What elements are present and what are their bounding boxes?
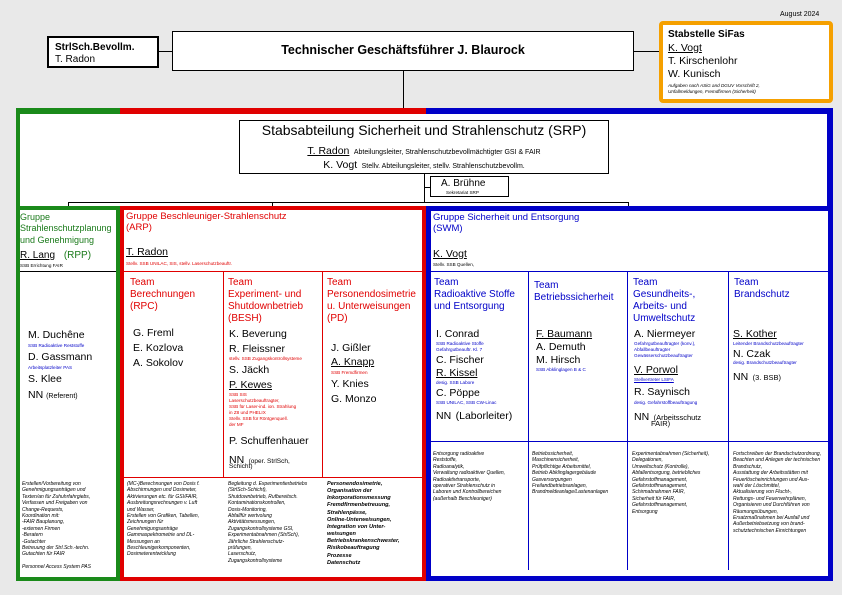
rpp-staff-4-name: NN xyxy=(28,389,44,401)
besh-sub2: Shutdownbetrieb xyxy=(228,301,304,312)
frame-green-top xyxy=(16,108,120,114)
rpp-staff-2: D. Gassmann xyxy=(28,351,93,363)
sifas-name-3: W. Kunisch xyxy=(668,68,721,80)
line-left xyxy=(159,51,172,52)
rpp-staff-4-role: (Referent) xyxy=(46,393,78,400)
gau-sub3: Umweltschutz xyxy=(633,313,696,324)
rpp-header xyxy=(20,210,116,272)
secretary-role: Sekretariat SRP xyxy=(446,190,479,195)
arp-desc-line xyxy=(124,477,422,478)
swm-div-2 xyxy=(627,272,628,570)
bsi-staff-1: F. Baumann xyxy=(536,328,593,340)
srp-head-role: Abteilungsleiter, Strahlenschutzbevollmächtigter GSI & FAIR xyxy=(353,149,541,156)
bsi-title: Team xyxy=(534,280,559,291)
bsi-sub: Betriebssicherheit xyxy=(534,292,614,303)
swm-abbr: (SWM) xyxy=(433,223,463,234)
brand-staff-1: S. Kother xyxy=(733,328,777,340)
gau-staff-4-role: (Arbeitsschutz xyxy=(653,413,702,422)
besh-staff-1: K. Beverung xyxy=(229,328,287,340)
strlsch-title: StrlSch.Bevollm. xyxy=(55,42,135,53)
brand-staff-3 xyxy=(733,367,781,385)
arp-leader-role: Stellv. SSB UNILAC, SIS, stellv. Laserschutzbeauftr. xyxy=(126,261,233,266)
brand-staff-3-role: (3. BSB) xyxy=(752,373,781,382)
swm-desc-line xyxy=(431,441,828,442)
rpc-desc: (MC-)Berechnungen von Dosis f. Abschirmungen und Dosimeter, Aktivierungen etc. für GSI/FAIR, Ausbreitungsrechnungen v. Luft und Wasser, Erstellen von Grafiken, Tabellen, Zeichnungen für Genehmigungsanträge Gammaspektrometrie und DL- Messungen an Beschleunigerkomponenten, Dosimeterentwicklung xyxy=(127,481,200,558)
sifas-title: Stabstelle SiFas xyxy=(668,29,745,40)
rpp-staff-4 xyxy=(28,389,78,402)
rso-desc: Entsorgung radioaktive Reststoffe, Radioanalytik, Verwaltung radioaktiver Quellen, Radioaktivtransporte, operativer Strahlenschutz in Laboren und Kontrollbereichen (außerhalb Beschleuniger) xyxy=(433,451,506,502)
srp-deputy-role: Stellv. Abteilungsleiter, stellv. Strahlenschutzbevollm. xyxy=(361,163,525,170)
gau-role-1: Gefahrgutbeauftragter (konv.), xyxy=(634,341,696,346)
besh-title: Team xyxy=(228,277,253,288)
bsi-staff-3: M. Hirsch xyxy=(536,354,581,366)
sifas-name-1: K. Vogt xyxy=(668,42,702,54)
gau-sub2: Arbeits- und xyxy=(633,301,687,312)
swm-leader-role: Stellv. SSB Quellen, xyxy=(433,262,475,267)
besh-staff-2: R. Fleissner xyxy=(229,343,286,355)
besh-staff-3: S. Jäckh xyxy=(229,364,270,376)
pd-sub2: u. Unterweisungen xyxy=(327,301,411,312)
rpp-staff-2-role: Arbeitsplatzleiter PAS xyxy=(28,365,73,370)
pd-staff-2-role: SSB Fremdfirmen xyxy=(331,370,368,375)
brand-title: Team xyxy=(734,277,759,288)
arp-abbr: (ARP) xyxy=(126,222,152,233)
rpp-title: Gruppe Strahlenschutzplanung und Genehmigung xyxy=(20,212,112,245)
besh-staff-2-role: stellv. SSB Zugangskontrollsysteme xyxy=(229,356,302,361)
rso-role-4: SSB UNILAC, SSB CW-Linac xyxy=(436,400,497,405)
brand-role-1: Leitender Brandschutzbeauftragter xyxy=(733,341,804,346)
sifas-note: Aufgaben nach ASiG and DGUV Vorschrift 2, Unfallmeldungen, Fremdfirmen (Sicherheit) xyxy=(668,83,760,94)
gau-staff-3: R. Saynisch xyxy=(634,386,691,398)
brand-role-2: desig. Brandschutzbeauftragter xyxy=(733,360,797,365)
rpp-staff-3: S. Klee xyxy=(28,373,62,385)
gau-staff-2: V. Porwol xyxy=(634,364,678,376)
gau-staff-1: A. Niermeyer xyxy=(634,328,696,340)
gau-staff-4-role2: FAIR) xyxy=(651,419,671,428)
sifas-name-2: T. Kirschenlohr xyxy=(668,55,738,67)
rpc-title: Team xyxy=(130,277,155,288)
rso-role-2: Gefahrgutbeauftr. Kl. 7 xyxy=(436,347,483,352)
swm-title: Gruppe Sicherheit und Entsorgung xyxy=(433,212,580,223)
gau-desc: Experimentabnahmen (Sicherheit), Delegationen, Umweltschutz (Kontrolle), Abfallentsorgung, betriebliches Gefahrstoffmanagement, Gefahrstoffmanagement, Schirmabnahmen FAIR, Sicherheit für FAIR, Gefahrstoffmanagement, Entsorgung xyxy=(632,451,710,515)
brand-sub: Brandschutz xyxy=(734,289,790,300)
gau-role-5: desig. Gefahrstoffbeauftragung xyxy=(634,400,698,405)
besh-staff-6-name: NN xyxy=(229,454,245,466)
besh-staff-6-role: (oper. StrlSch, xyxy=(248,458,290,465)
brand-desc: Fortschreiben der Brandschutzordnung, Beachten und Anlegen der technischen Brandschutz, Ausstattung der Arbeitsstätten mit Feuerlöscheinrichtungen und Aus- wahl der Löschmittel, Aktualisierung von Flucht-, Rettungs- und Feuerwehrplänen, Organisieren und Durchführen von Räumungsübungen, Ersatzmaßnahmen bei Ausfall und Außerbetriebsetzung von brand- schutztechnischen Einrichtungen xyxy=(733,451,822,534)
rpc-staff-2: E. Kozlova xyxy=(133,342,184,354)
arp-title: Gruppe Beschleuniger-Strahlenschutz xyxy=(126,211,287,222)
date-label: August 2024 xyxy=(780,11,820,18)
swm-div-1 xyxy=(528,272,529,570)
line-right xyxy=(634,51,660,52)
rpp-desc: Erstellen/Vorbereitung von Genehmigungsanträgen und Texten/an für Zuhuhrfahrgiebs, Verfassen und Freigaben von Change-Requests, Koordination mit: -FAIR Bauplanung, -externen Firmen -Beratern -Gutachter Betreuung der Strl.Sch.-techn. Gutachten für FAIR Personnel Access System PAS xyxy=(22,481,91,571)
gau-staff-4-name: NN xyxy=(634,411,650,423)
rpp-staff-1-role: SSB Radioaktive Reststoffe xyxy=(28,343,85,348)
rpp-abbr: (RPP) xyxy=(63,250,92,261)
rpc-staff-3: A. Sokolov xyxy=(133,357,184,369)
bsi-staff-2: A. Demuth xyxy=(536,341,586,353)
rpc-sub: Berechnungen xyxy=(130,289,196,300)
srp-box xyxy=(239,120,609,174)
ceo-connector xyxy=(403,71,404,111)
rso-staff-2: C. Fischer xyxy=(436,354,484,366)
sec-link xyxy=(425,187,430,188)
besh-role-1: SSB SIS xyxy=(229,392,247,397)
bsi-desc: Betriebssicherheit, Maschinensicherheit, Prüfpflichtige Arbeitsmittel, Betrieb Abklinglagergebäude Gasversorgungen Freilandbetriebsanlagen, Brandmeldeanlage/Lastenanlagen xyxy=(532,451,609,496)
rso-staff-5 xyxy=(436,406,512,424)
strlsch-name: T. Radon xyxy=(55,54,96,65)
gau-role-4: Stellvertreter LSIFA xyxy=(634,377,674,382)
arp-div-2 xyxy=(322,272,323,477)
besh-staff-4: P. Kewes xyxy=(229,379,272,391)
rso-role-1: SSB Radioaktive Stoffe xyxy=(436,341,484,346)
besh-abbr: (BESH) xyxy=(228,313,262,324)
besh-sub: Experiment- und xyxy=(228,289,302,300)
ceo-box xyxy=(172,31,634,71)
arp-leader: T. Radon xyxy=(126,246,169,258)
distribution-line xyxy=(68,202,629,203)
gau-title: Team xyxy=(633,277,658,288)
rso-sub2: und Entsorgung xyxy=(434,301,505,312)
besh-role-6: der MF xyxy=(229,422,244,427)
frame-blue-side xyxy=(827,108,833,208)
rso-staff-1: I. Conrad xyxy=(436,328,480,340)
rso-staff-3: R. Kissel xyxy=(436,367,478,379)
bsi-role-3: SSB Abklinglagen B & C xyxy=(536,367,586,372)
besh-role-4: in Z8 und PHELIX xyxy=(229,410,266,415)
swm-header xyxy=(431,211,828,272)
pd-sub: Personendosimetrie xyxy=(327,289,416,300)
pd-desc: Personendosimetrie, Organisation der Inkorporationsmessung Fremdfirmenbetreuung, Strahlenpässe, Online-Unterweisungen, Integration von Unter- weisungen Betriebskrankenschwester, Risikobeauftragung Prozesse Datenschutz xyxy=(327,481,400,566)
besh-staff-6-role2: Schicht) xyxy=(229,463,253,470)
frame-green-side xyxy=(16,108,20,208)
gau-role-3: Gewässerschutzbeauftragter xyxy=(634,353,693,358)
srp-deputy-name: K. Vogt xyxy=(323,159,358,171)
swm-leader: K. Vogt xyxy=(433,248,467,260)
brand-staff-3-name: NN xyxy=(733,371,749,383)
besh-staff-5: P. Schuffenhauer xyxy=(229,435,309,447)
rpp-leader: R. Lang xyxy=(20,250,56,261)
frame-blue-top xyxy=(426,108,833,114)
gau-role-2: Abfallbeauftragter xyxy=(634,347,671,352)
brand-staff-2: N. Czak xyxy=(733,348,771,360)
rpp-staff-1: M. Duchêne xyxy=(28,329,85,341)
rpp-leader-line xyxy=(20,250,91,261)
rso-title: Team xyxy=(434,277,459,288)
srp-connector xyxy=(424,174,425,202)
gau-sub: Gesundheits-, xyxy=(633,289,696,300)
srp-deputy xyxy=(240,155,608,173)
rso-staff-5-role: (Laborleiter) xyxy=(455,410,513,422)
pd-title: Team xyxy=(327,277,352,288)
secretary-box xyxy=(430,176,509,197)
rpc-abbr: (RPC) xyxy=(130,301,158,312)
arp-header xyxy=(124,210,422,272)
strlsch-box xyxy=(47,36,159,68)
rso-role-3: desig. SSB Labore xyxy=(436,380,475,385)
rpc-staff-1: G. Freml xyxy=(133,327,174,339)
frame-red-top xyxy=(120,108,426,114)
pd-staff-3: Y. Knies xyxy=(331,378,369,390)
rso-staff-4: C. Pöppe xyxy=(436,387,480,399)
srp-head-name: T. Radon xyxy=(307,145,350,157)
srp-title: Stabsabteilung Sicherheit und Strahlenschutz (SRP) xyxy=(261,122,587,138)
besh-desc: Begleitung d. Experimentierbetriebs (StrlSch-Schicht), Shutdownbetrieb, Rufbereitsch. Kontaminationskontrollen, Dosis-Monitoring, Abfallfür wertvolung Aktivitätsmessungen, Zugangskontrollsysteme GSI, Experimentabnahmen (StrlSch), Jährliche Strahlenschutz- prüfungen, Laserschutz, Zugangskontrollsysteme xyxy=(228,481,308,564)
ceo-title: Technischer Geschäftsführer J. Blaurock xyxy=(281,43,525,57)
secretary-name: A. Brühne xyxy=(441,178,486,189)
swm-div-3 xyxy=(728,272,729,570)
pd-staff-2: A. Knapp xyxy=(331,356,375,368)
pd-abbr: (PD) xyxy=(327,313,348,324)
besh-role-5: Stellv. SSB für Röntgenquell. xyxy=(229,416,288,421)
pd-staff-1: J. Gißler xyxy=(331,342,371,354)
arp-div-1 xyxy=(223,272,224,477)
besh-role-2: Laserschutzbeauftragter, xyxy=(229,398,280,403)
besh-role-3: SSB für Laser-ind. ion. Strahlung xyxy=(229,404,297,409)
rpp-leader-role: SSB Errichtung FAIR xyxy=(20,263,63,268)
rso-staff-5-name: NN xyxy=(436,410,452,422)
rso-sub: Radioaktive Stoffe xyxy=(434,289,515,300)
sifas-box xyxy=(659,21,833,103)
pd-staff-4: G. Monzo xyxy=(331,393,377,405)
